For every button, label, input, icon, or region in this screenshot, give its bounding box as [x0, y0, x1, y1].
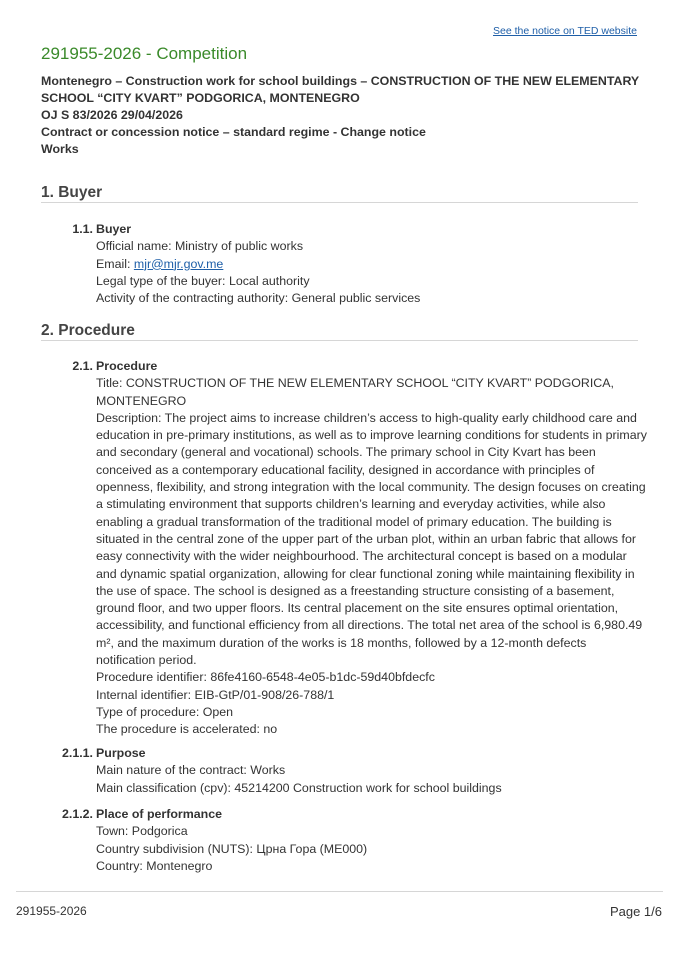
subsection-number: 2.1.1. — [61, 746, 93, 760]
notice-publication: OJ S 83/2026 29/04/2026 — [41, 108, 183, 122]
footer-divider — [16, 891, 663, 892]
notice-type: Contract or concession notice – standard regime - Change notice — [41, 125, 426, 139]
subsection-heading: Place of performance — [96, 807, 223, 821]
main-nature: Main nature of the contract: Works — [96, 763, 286, 778]
procedure-accelerated: The procedure is accelerated: no — [96, 722, 278, 737]
place-town: Town: Podgorica — [96, 824, 188, 839]
footer-page-number: Page 1/6 — [609, 904, 662, 919]
subsection-number: 2.1.2. — [61, 807, 93, 821]
notice-header — [41, 73, 641, 158]
internal-identifier: Internal identifier: EIB-GtP/01-908/26-788/1 — [96, 687, 335, 702]
buyer-legal-type: Legal type of the buyer: Local authority — [96, 273, 310, 288]
section-divider — [41, 202, 638, 203]
footer-notice-number: 291955-2026 — [16, 904, 87, 918]
subsection-heading: Procedure — [96, 359, 158, 373]
procedure-description: Description: The project aims to increase children’s access to high-quality early childhood care and education in pre-primary institutions, as well as to improve learning conditions for students in primary and secondary (general and vocational) schools. The primary school in City Kvart has been conceived as a contemporary educational facility, designed in accordance with principles of openness, flexibility, and strong integration with the local community. The design focuses on creating a stimulating environment that supports children’s learning and everyday activities, while also enabling a gradual transformation of the traditional model of primary education. The building is situated in the central zone of the upper part of the urban plot, within an urban fabric that allows for easy connectivity with the wider neighbourhood. The architectural concept is based on a modular and dynamic spatial organization, allowing for clear functional zoning while maintaining flexibility in the use of space. The school is designed as a freestanding structure consisting of a basement, ground floor, and two upper floors. Its central placement on the site ensures optimal orientation, accessibility, and functional efficiency from all directions. The total net area of the school is 6,980.49 m², and the maximum duration of the works is 18 months, followed by a 12-month defects notification period. — [96, 410, 647, 668]
notice-contract-nature: Works — [41, 142, 79, 156]
buyer-email-link[interactable]: mjr@mjr.gov.me — [133, 256, 224, 271]
procedure-subsection — [41, 358, 649, 739]
buyer-subsection — [41, 221, 649, 307]
buyer-email-row: Email: mjr@mjr.gov.me — [96, 256, 224, 271]
ted-website-link[interactable]: See the notice on TED website — [493, 25, 637, 37]
subsection-number: 1.1. — [72, 222, 93, 236]
notice-subject: Montenegro – Construction work for school buildings – CONSTRUCTION OF THE NEW ELEMENTARY SCHOOL “CITY KVART” PODGORICA, MONTENEGRO — [41, 74, 639, 105]
section-buyer-title: 1. Buyer — [41, 184, 103, 201]
buyer-official-name: Official name: Ministry of public works — [96, 239, 304, 254]
subsection-heading: Buyer — [96, 222, 132, 236]
subsection-heading: Purpose — [96, 746, 146, 760]
procedure-identifier: Procedure identifier: 86fe4160-6548-4e05-b1dc-59d40bfdecfc — [96, 670, 435, 685]
notice-title: 291955-2026 - Competition — [41, 44, 248, 63]
section-procedure-title: 2. Procedure — [41, 322, 135, 339]
main-classification: Main classification (cpv): 45214200 Construction work for school buildings — [96, 780, 502, 795]
section-divider — [41, 340, 638, 341]
place-subsection — [41, 806, 649, 875]
buyer-activity: Activity of the contracting authority: General public services — [96, 291, 421, 306]
subsection-number: 2.1. — [72, 359, 93, 373]
purpose-subsection — [41, 745, 649, 797]
place-subdivision: Country subdivision (NUTS): Црна Гора (ME000) — [96, 841, 368, 856]
place-country: Country: Montenegro — [96, 858, 213, 873]
procedure-type: Type of procedure: Open — [96, 704, 234, 719]
procedure-title: Title: CONSTRUCTION OF THE NEW ELEMENTARY SCHOOL “CITY KVART” PODGORICA, MONTENEGRO — [96, 376, 614, 408]
